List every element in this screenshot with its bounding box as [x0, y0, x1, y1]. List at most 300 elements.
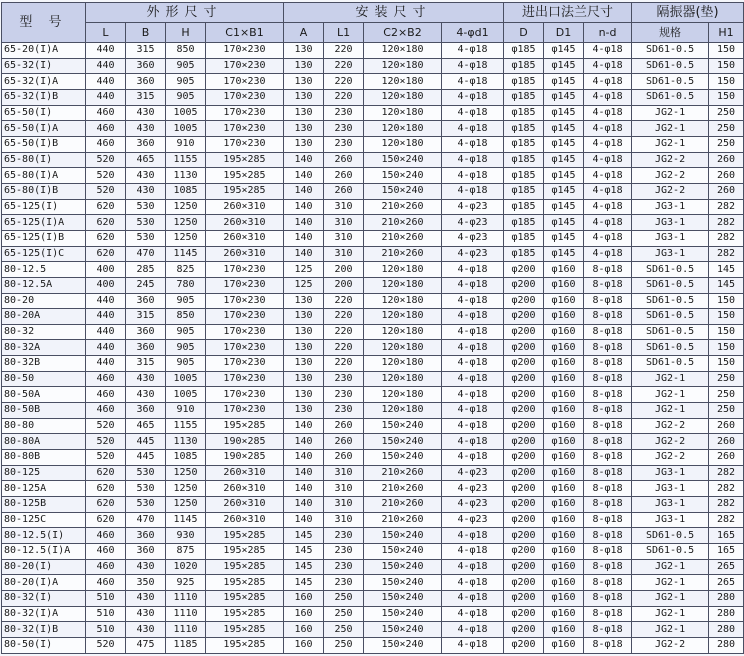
table-cell: 4-φ18 [442, 544, 504, 560]
table-cell: 440 [86, 74, 126, 90]
table-cell: 1020 [166, 559, 206, 575]
table-cell: φ185 [504, 199, 544, 215]
table-cell: 160 [284, 622, 324, 638]
table-cell: 280 [709, 606, 744, 622]
table-cell: JG3-1 [632, 246, 709, 262]
header-group-isolator: 隔振器(垫) [632, 3, 744, 23]
table-cell: 430 [126, 105, 166, 121]
table-row [2, 168, 744, 184]
table-cell: 8-φ18 [584, 324, 632, 340]
table-cell: SD61-0.5 [632, 89, 709, 105]
table-cell: SD61-0.5 [632, 293, 709, 309]
table-cell: 195×285 [206, 528, 284, 544]
table-cell: φ145 [544, 136, 584, 152]
table-cell: 145 [709, 277, 744, 293]
table-cell: 440 [86, 89, 126, 105]
table-cell: 310 [324, 481, 364, 497]
table-cell: φ160 [544, 481, 584, 497]
table-cell: 160 [284, 590, 324, 606]
table-cell: 280 [709, 590, 744, 606]
table-row [2, 528, 744, 544]
cell-model: 80-32(I)B [2, 622, 86, 638]
table-cell: 260 [324, 434, 364, 450]
header-group-flange-dimensions: 进出口法兰尺寸 [504, 3, 632, 23]
table-row [2, 136, 744, 152]
col-header-D: D [504, 23, 544, 43]
table-cell: 282 [709, 512, 744, 528]
table-cell: φ160 [544, 356, 584, 372]
table-cell: 4-φ18 [584, 58, 632, 74]
table-cell: 130 [284, 74, 324, 90]
table-cell: 460 [86, 403, 126, 419]
table-cell: JG3-1 [632, 465, 709, 481]
table-cell: 905 [166, 340, 206, 356]
table-cell: 1155 [166, 152, 206, 168]
table-body [2, 43, 744, 654]
table-cell: 4-φ18 [442, 309, 504, 325]
table-cell: 130 [284, 371, 324, 387]
table-cell: 150×240 [364, 544, 442, 560]
table-cell: 925 [166, 575, 206, 591]
table-cell: 8-φ18 [584, 418, 632, 434]
table-cell: 4-φ18 [584, 74, 632, 90]
table-cell: 140 [284, 215, 324, 231]
table-cell: φ200 [504, 356, 544, 372]
table-cell: 150 [709, 324, 744, 340]
table-cell: 905 [166, 89, 206, 105]
table-cell: φ160 [544, 590, 584, 606]
cell-model: 65-50(I)B [2, 136, 86, 152]
table-cell: 4-φ18 [442, 324, 504, 340]
col-header-4d1: 4-φd1 [442, 23, 504, 43]
table-cell: 140 [284, 434, 324, 450]
table-cell: 260×310 [206, 465, 284, 481]
table-cell: 250 [709, 403, 744, 419]
table-cell: 460 [86, 121, 126, 137]
table-cell: 220 [324, 340, 364, 356]
table-cell: 250 [709, 387, 744, 403]
table-cell: 160 [284, 637, 324, 653]
col-header-C1B1: C1×B1 [206, 23, 284, 43]
table-row [2, 324, 744, 340]
table-cell: 440 [86, 58, 126, 74]
col-header-L1: L1 [324, 23, 364, 43]
table-cell: JG2-2 [632, 637, 709, 653]
table-cell: 250 [709, 105, 744, 121]
table-cell: 8-φ18 [584, 606, 632, 622]
table-cell: φ145 [544, 121, 584, 137]
table-cell: 4-φ18 [442, 58, 504, 74]
table-row [2, 340, 744, 356]
table-cell: 1005 [166, 371, 206, 387]
header-group-installation-dimensions: 安装尺寸 [284, 3, 504, 23]
table-cell: 620 [86, 215, 126, 231]
table-row [2, 152, 744, 168]
table-cell: 265 [709, 559, 744, 575]
table-cell: SD61-0.5 [632, 43, 709, 59]
table-cell: JG2-2 [632, 168, 709, 184]
table-cell: 465 [126, 418, 166, 434]
table-cell: 4-φ18 [442, 450, 504, 466]
table-cell: 195×285 [206, 544, 284, 560]
table-cell: 620 [86, 246, 126, 262]
table-cell: 460 [86, 105, 126, 121]
table-cell: 260 [324, 183, 364, 199]
table-cell: 195×285 [206, 637, 284, 653]
table-cell: 130 [284, 105, 324, 121]
table-cell: φ185 [504, 43, 544, 59]
table-row [2, 43, 744, 59]
table-cell: 150 [709, 58, 744, 74]
table-cell: SD61-0.5 [632, 58, 709, 74]
table-cell: 195×285 [206, 168, 284, 184]
table-cell: 8-φ18 [584, 637, 632, 653]
table-row [2, 121, 744, 137]
table-cell: 230 [324, 387, 364, 403]
table-row [2, 371, 744, 387]
table-cell: 260×310 [206, 215, 284, 231]
table-cell: φ160 [544, 559, 584, 575]
table-row [2, 246, 744, 262]
table-cell: 260 [709, 168, 744, 184]
cell-model: 80-20A [2, 309, 86, 325]
table-cell: JG2-1 [632, 371, 709, 387]
table-cell: 1145 [166, 246, 206, 262]
table-cell: 170×230 [206, 43, 284, 59]
table-cell: 220 [324, 43, 364, 59]
table-cell: 620 [86, 465, 126, 481]
table-cell: 8-φ18 [584, 590, 632, 606]
table-cell: 130 [284, 121, 324, 137]
table-cell: 4-φ18 [442, 371, 504, 387]
table-row [2, 74, 744, 90]
table-cell: 520 [86, 434, 126, 450]
table-cell: φ160 [544, 418, 584, 434]
table-cell: 360 [126, 74, 166, 90]
table-cell: 520 [86, 183, 126, 199]
table-cell: 170×230 [206, 309, 284, 325]
table-row [2, 105, 744, 121]
table-cell: φ145 [544, 152, 584, 168]
table-cell: φ185 [504, 58, 544, 74]
table-cell: 195×285 [206, 152, 284, 168]
table-row [2, 606, 744, 622]
table-cell: 145 [284, 544, 324, 560]
table-cell: 8-φ18 [584, 559, 632, 575]
cell-model: 80-12.5(I) [2, 528, 86, 544]
table-cell: 530 [126, 215, 166, 231]
table-cell: 4-φ18 [442, 340, 504, 356]
col-header-L: L [86, 23, 126, 43]
table-cell: 120×180 [364, 356, 442, 372]
table-cell: 460 [86, 387, 126, 403]
table-cell: 220 [324, 89, 364, 105]
header-group-outline-dimensions: 外形尺寸 [86, 3, 284, 23]
table-cell: φ145 [544, 58, 584, 74]
table-cell: 520 [86, 168, 126, 184]
table-cell: 282 [709, 199, 744, 215]
table-cell: 282 [709, 215, 744, 231]
table-cell: 170×230 [206, 121, 284, 137]
cell-model: 80-80 [2, 418, 86, 434]
table-cell: SD61-0.5 [632, 324, 709, 340]
table-cell: 210×260 [364, 215, 442, 231]
table-cell: 8-φ18 [584, 387, 632, 403]
table-cell: 8-φ18 [584, 277, 632, 293]
table-cell: φ200 [504, 465, 544, 481]
table-cell: 130 [284, 324, 324, 340]
table-cell: 310 [324, 512, 364, 528]
col-header-D1: D1 [544, 23, 584, 43]
table-cell: 360 [126, 403, 166, 419]
cell-model: 80-32A [2, 340, 86, 356]
table-cell: JG2-1 [632, 606, 709, 622]
table-cell: 8-φ18 [584, 544, 632, 560]
table-cell: 4-φ18 [442, 43, 504, 59]
table-cell: φ200 [504, 512, 544, 528]
table-cell: 230 [324, 544, 364, 560]
table-cell: JG3-1 [632, 215, 709, 231]
table-cell: SD61-0.5 [632, 262, 709, 278]
table-cell: 620 [86, 497, 126, 513]
table-cell: JG2-1 [632, 622, 709, 638]
table-cell: 4-φ18 [442, 136, 504, 152]
table-cell: 130 [284, 356, 324, 372]
table-cell: 310 [324, 215, 364, 231]
cell-model: 80-12.5 [2, 262, 86, 278]
table-cell: φ185 [504, 215, 544, 231]
cell-model: 80-125 [2, 465, 86, 481]
table-cell: 260×310 [206, 199, 284, 215]
cell-model: 65-50(I) [2, 105, 86, 121]
table-row [2, 544, 744, 560]
table-cell: 315 [126, 89, 166, 105]
table-cell: 250 [709, 136, 744, 152]
pump-dimension-table [1, 2, 744, 654]
table-cell: 250 [324, 590, 364, 606]
table-cell: φ200 [504, 293, 544, 309]
table-cell: 4-φ18 [442, 559, 504, 575]
table-cell: 1005 [166, 105, 206, 121]
cell-model: 80-50B [2, 403, 86, 419]
cell-model: 80-20 [2, 293, 86, 309]
table-cell: 8-φ18 [584, 262, 632, 278]
table-cell: 4-φ18 [442, 105, 504, 121]
table-cell: 160 [284, 606, 324, 622]
table-cell: φ185 [504, 121, 544, 137]
table-cell: 130 [284, 387, 324, 403]
table-cell: 260 [324, 418, 364, 434]
table-cell: 530 [126, 230, 166, 246]
table-cell: 1185 [166, 637, 206, 653]
table-cell: 230 [324, 403, 364, 419]
table-cell: 282 [709, 481, 744, 497]
table-cell: 125 [284, 262, 324, 278]
table-cell: 190×285 [206, 450, 284, 466]
table-cell: 140 [284, 418, 324, 434]
table-cell: 170×230 [206, 340, 284, 356]
table-cell: 4-φ18 [442, 89, 504, 105]
table-cell: φ160 [544, 340, 584, 356]
table-row [2, 559, 744, 575]
table-cell: SD61-0.5 [632, 309, 709, 325]
table-cell: 4-φ18 [442, 622, 504, 638]
table-cell: 360 [126, 324, 166, 340]
table-cell: 120×180 [364, 309, 442, 325]
table-cell: 350 [126, 575, 166, 591]
table-cell: φ160 [544, 512, 584, 528]
table-cell: 310 [324, 497, 364, 513]
table-cell: φ200 [504, 403, 544, 419]
table-cell: 905 [166, 324, 206, 340]
table-cell: φ200 [504, 590, 544, 606]
table-cell: φ145 [544, 215, 584, 231]
table-cell: 4-φ18 [584, 43, 632, 59]
table-cell: 4-φ18 [584, 168, 632, 184]
table-cell: 140 [284, 246, 324, 262]
table-cell: 430 [126, 183, 166, 199]
table-cell: φ200 [504, 387, 544, 403]
table-cell: 150×240 [364, 168, 442, 184]
table-cell: 315 [126, 309, 166, 325]
table-cell: 475 [126, 637, 166, 653]
cell-model: 80-125B [2, 497, 86, 513]
table-cell: 170×230 [206, 277, 284, 293]
table-cell: 282 [709, 465, 744, 481]
table-cell: 4-φ18 [442, 277, 504, 293]
table-cell: 245 [126, 277, 166, 293]
table-cell: 430 [126, 121, 166, 137]
table-cell: φ145 [544, 43, 584, 59]
table-cell: 4-φ23 [442, 230, 504, 246]
table-cell: φ160 [544, 434, 584, 450]
table-cell: 260×310 [206, 246, 284, 262]
table-cell: 1155 [166, 418, 206, 434]
table-cell: 150×240 [364, 606, 442, 622]
table-cell: 170×230 [206, 403, 284, 419]
table-cell: 150×240 [364, 637, 442, 653]
table-cell: φ160 [544, 277, 584, 293]
table-cell: 260 [709, 152, 744, 168]
table-cell: JG3-1 [632, 230, 709, 246]
table-cell: 620 [86, 230, 126, 246]
table-cell: 250 [324, 606, 364, 622]
cell-model: 80-32 [2, 324, 86, 340]
table-cell: 8-φ18 [584, 293, 632, 309]
table-cell: φ200 [504, 481, 544, 497]
cell-model: 80-50A [2, 387, 86, 403]
table-cell: 140 [284, 230, 324, 246]
table-cell: JG3-1 [632, 512, 709, 528]
table-cell: 1005 [166, 387, 206, 403]
table-cell: φ160 [544, 387, 584, 403]
table-cell: φ185 [504, 230, 544, 246]
table-cell: 4-φ23 [442, 199, 504, 215]
table-cell: 905 [166, 356, 206, 372]
cell-model: 80-50(I) [2, 637, 86, 653]
table-cell: 780 [166, 277, 206, 293]
table-cell: 8-φ18 [584, 481, 632, 497]
table-cell: 8-φ18 [584, 575, 632, 591]
table-cell: 430 [126, 590, 166, 606]
table-cell: 1145 [166, 512, 206, 528]
table-cell: 150×240 [364, 575, 442, 591]
table-cell: 1130 [166, 168, 206, 184]
table-cell: 210×260 [364, 230, 442, 246]
table-cell: 510 [86, 606, 126, 622]
table-cell: φ160 [544, 606, 584, 622]
table-cell: 230 [324, 371, 364, 387]
table-row [2, 465, 744, 481]
table-row [2, 277, 744, 293]
table-cell: 220 [324, 356, 364, 372]
table-cell: 430 [126, 559, 166, 575]
table-cell: φ200 [504, 309, 544, 325]
table-cell: φ200 [504, 277, 544, 293]
table-cell: 520 [86, 418, 126, 434]
table-cell: JG2-1 [632, 575, 709, 591]
table-cell: φ200 [504, 450, 544, 466]
table-cell: 1110 [166, 606, 206, 622]
table-cell: φ145 [544, 183, 584, 199]
table-cell: 1005 [166, 121, 206, 137]
table-cell: 195×285 [206, 590, 284, 606]
table-cell: 4-φ23 [442, 465, 504, 481]
table-cell: 120×180 [364, 293, 442, 309]
table-cell: 8-φ18 [584, 403, 632, 419]
cell-model: 65-32(I) [2, 58, 86, 74]
table-cell: 4-φ18 [442, 528, 504, 544]
table-cell: 4-φ18 [584, 152, 632, 168]
table-cell: 140 [284, 450, 324, 466]
table-cell: 4-φ18 [584, 215, 632, 231]
table-cell: 230 [324, 121, 364, 137]
cell-model: 80-32(I)A [2, 606, 86, 622]
table-cell: φ185 [504, 246, 544, 262]
header-group-row [2, 3, 744, 23]
table-cell: 260×310 [206, 230, 284, 246]
table-cell: φ200 [504, 371, 544, 387]
table-row [2, 387, 744, 403]
table-cell: 120×180 [364, 371, 442, 387]
table-cell: 4-φ18 [584, 199, 632, 215]
table-row [2, 356, 744, 372]
table-cell: SD61-0.5 [632, 277, 709, 293]
cell-model: 65-50(I)A [2, 121, 86, 137]
table-cell: 220 [324, 293, 364, 309]
table-cell: JG3-1 [632, 199, 709, 215]
table-cell: 210×260 [364, 497, 442, 513]
table-cell: 460 [86, 544, 126, 560]
table-cell: 360 [126, 528, 166, 544]
cell-model: 65-125(I)C [2, 246, 86, 262]
table-cell: 170×230 [206, 105, 284, 121]
cell-model: 80-125C [2, 512, 86, 528]
table-cell: φ185 [504, 183, 544, 199]
table-cell: 120×180 [364, 136, 442, 152]
table-cell: JG2-1 [632, 121, 709, 137]
table-cell: 170×230 [206, 387, 284, 403]
table-cell: 282 [709, 230, 744, 246]
table-cell: φ145 [544, 168, 584, 184]
table-cell: 210×260 [364, 246, 442, 262]
table-cell: 220 [324, 74, 364, 90]
table-cell: 4-φ18 [442, 387, 504, 403]
table-row [2, 622, 744, 638]
table-cell: 4-φ18 [442, 152, 504, 168]
table-cell: 905 [166, 58, 206, 74]
table-cell: 120×180 [364, 324, 442, 340]
